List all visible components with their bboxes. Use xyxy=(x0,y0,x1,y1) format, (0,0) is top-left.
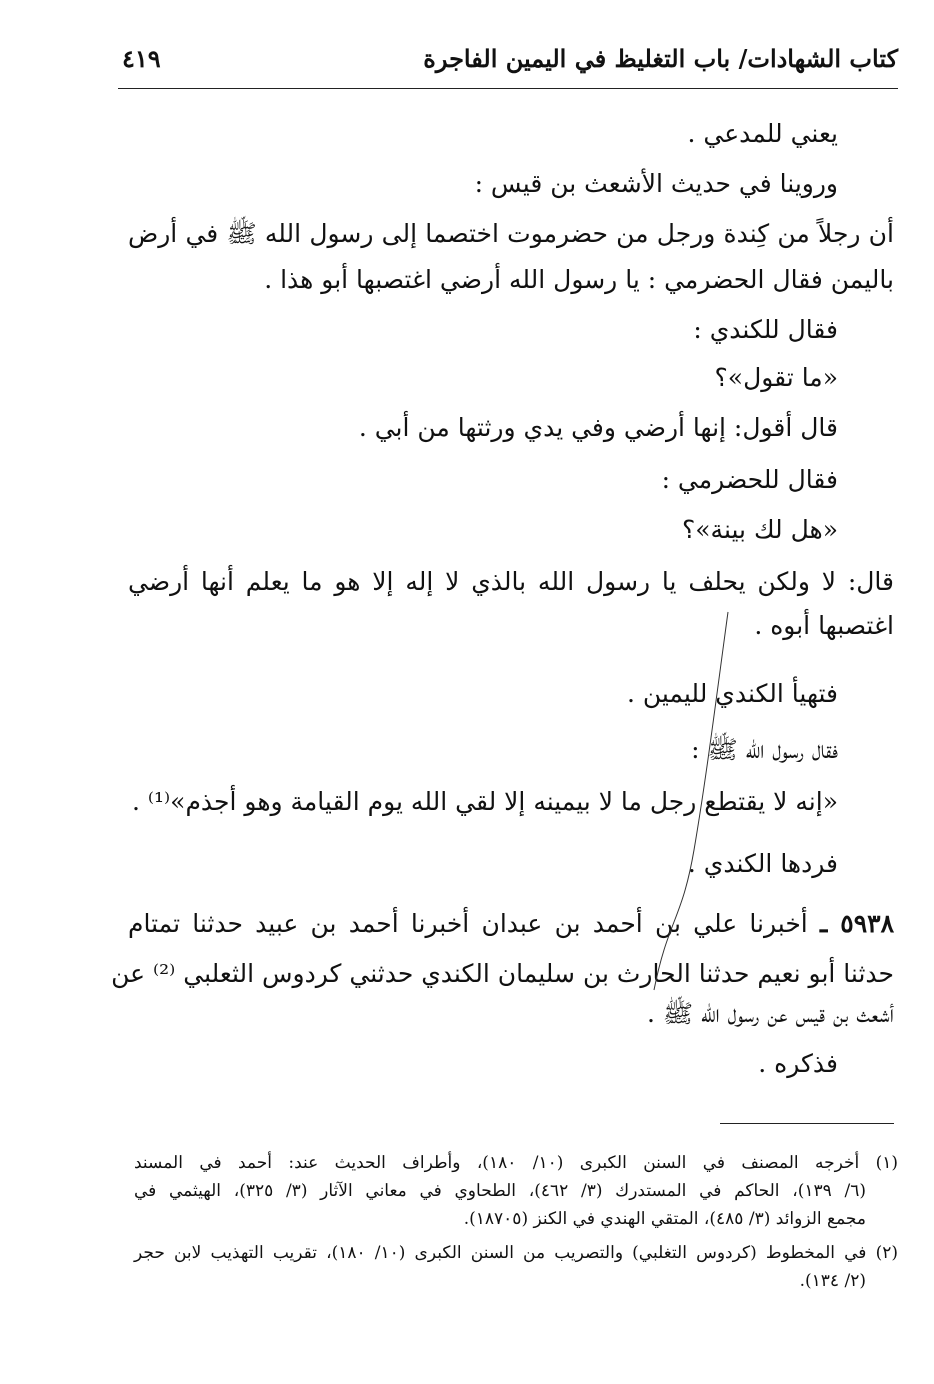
text-line: فتهيأ الكندي لليمين . xyxy=(626,679,838,708)
text-line: أخبرنا علي بن أحمد بن عبدان أخبرنا أحمد بن عبيد حدثنا تمتام xyxy=(128,909,808,938)
text-line: حدثنا أبو نعيم حدثنا الحارث بن سليمان الكندي حدثني كردوس الثعلبي ⁽²⁾ عن xyxy=(111,959,894,988)
text-line: اغتصبها أبوه . xyxy=(754,611,894,640)
text-line: فردها الكندي . xyxy=(687,849,838,878)
text-line: أن رجلاً من كِندة ورجل من حضرموت اختصما إلى رسول الله ﷺ في أرض xyxy=(128,219,894,248)
hadith-number: ٥٩٣٨ ـ xyxy=(819,909,894,938)
text-line: باليمن فقال الحضرمي : يا رسول الله أرضي اغتصبها أبو هذا . xyxy=(264,265,894,294)
text-line: قال: لا ولكن يحلف يا رسول الله بالذي لا إله إلا هو ما يعلم أنها أرضي xyxy=(128,567,894,596)
page-number: ٤١٩ xyxy=(122,44,161,73)
text-line: فذكره . xyxy=(758,1049,838,1078)
text-line: قال أقول: إنها أرضي وفي يدي ورثتها من أبي . xyxy=(358,413,838,442)
text-line: أشعث بن قيس عن رسول الله ﷺ . xyxy=(647,999,894,1028)
footnote-line: (٦/ ١٣٩)، الحاكم في المستدرك (٣/ ٤٦٢)، الطحاوي في معاني الآثار (٣/ ٣٢٥)، الهيثمي في xyxy=(134,1181,866,1201)
text-line: «إنه لا يقتطع رجل ما لا بيمينه إلا لقي الله يوم القيامة وهو أجذم»⁽¹⁾ . xyxy=(131,787,838,816)
footnote-line: (٢/ ١٣٤). xyxy=(799,1271,866,1291)
text-line: «هل لك بينة»؟ xyxy=(681,515,838,544)
text-line: فقال للحضرمي : xyxy=(661,465,838,494)
footnote-line: (١) أخرجه المصنف في السنن الكبرى (١٠/ ١٨٠)، وأطراف الحديث عند: أحمد في المسند xyxy=(134,1153,898,1173)
footnote-line: (٢) في المخطوط (كردوس التغلبي) والتصريب من السنن الكبرى (١٠/ ١٨٠)، تقريب التهذيب لابن حجر xyxy=(134,1243,898,1263)
text-line: يعني للمدعي . xyxy=(687,119,838,148)
text-line: «ما تقول»؟ xyxy=(714,363,838,392)
text-line: فقال للكندي : xyxy=(693,315,838,344)
footnote-line: مجمع الزوائد (٣/ ٤٨٥)، المتقي الهندي في الكنز (١٨٧٠٥). xyxy=(463,1209,866,1229)
text-line: وروينا في حديث الأشعث بن قيس : xyxy=(474,169,838,198)
text-line: فقال رسول الله ﷺ : xyxy=(691,735,838,764)
running-title: كتاب الشهادات/ باب التغليظ في اليمين الفاجرة xyxy=(423,44,898,73)
